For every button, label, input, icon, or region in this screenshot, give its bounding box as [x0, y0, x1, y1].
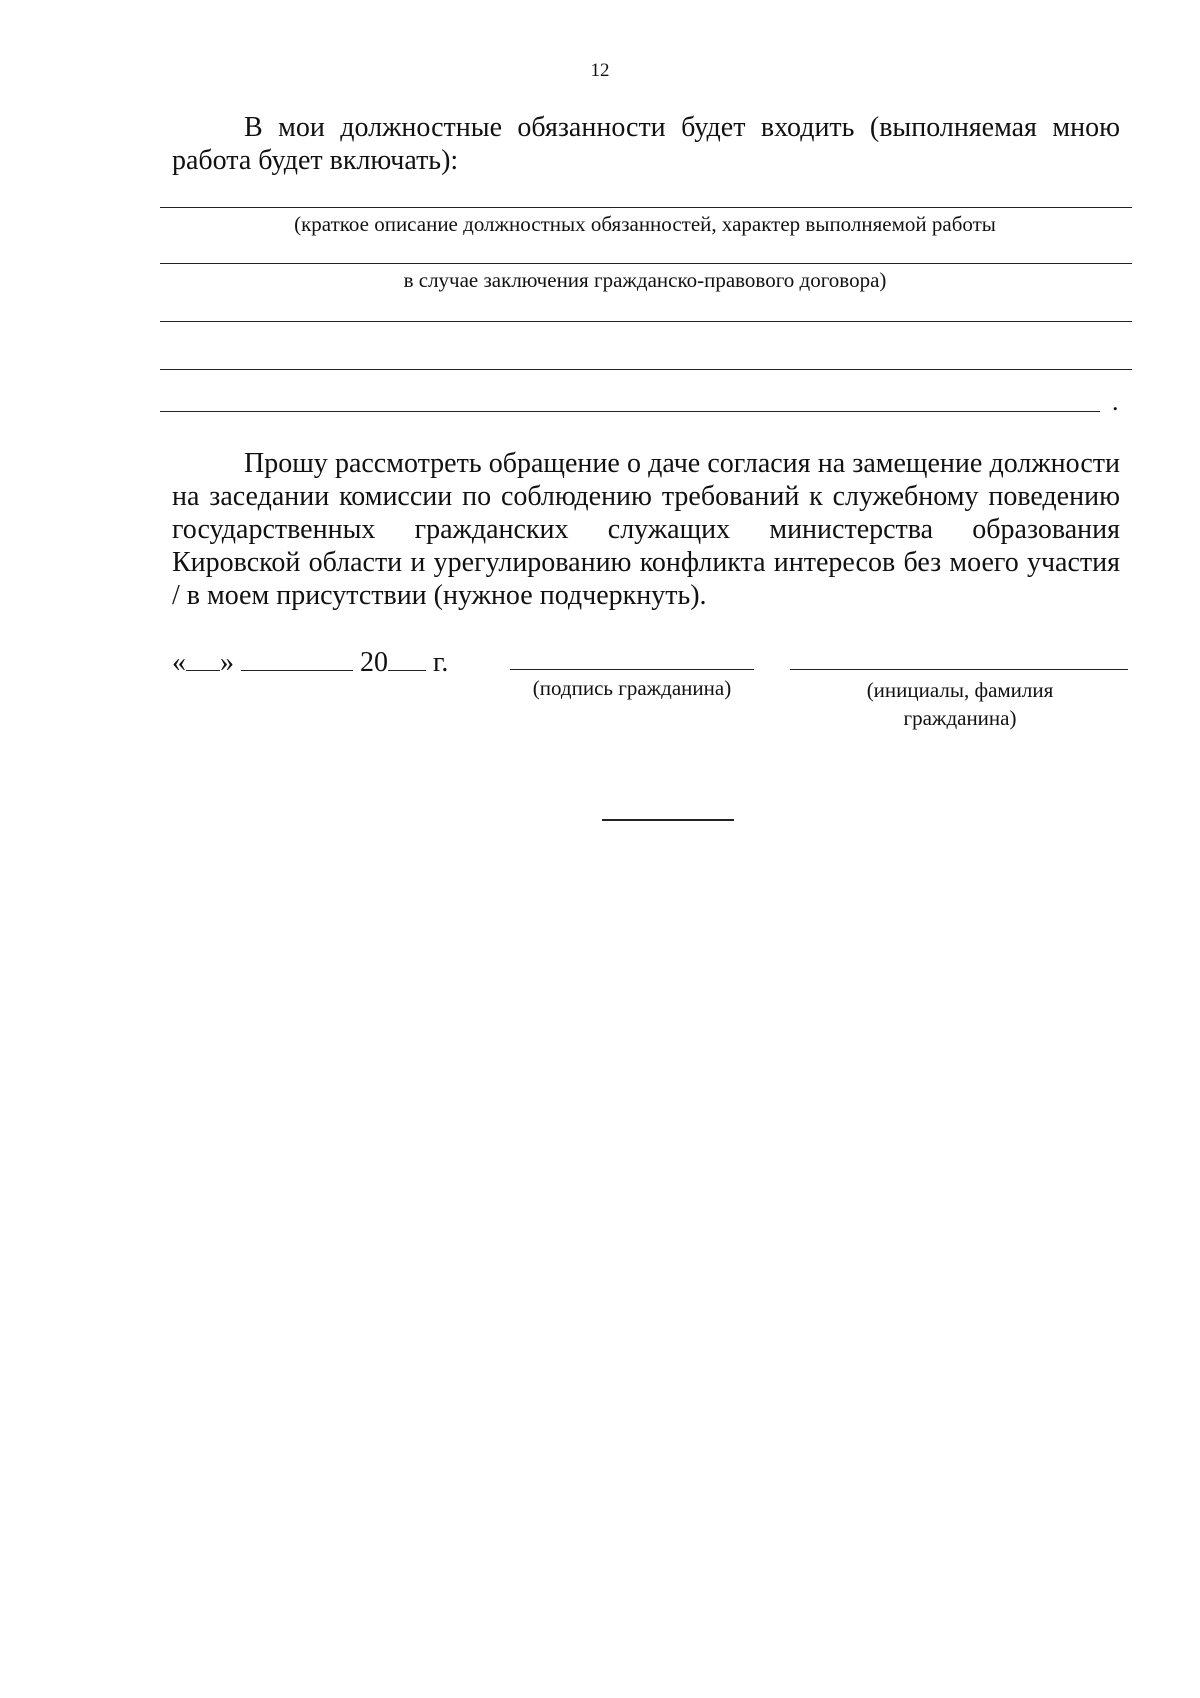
quote-close: »: [220, 647, 234, 678]
year-suffix: г.: [433, 647, 449, 678]
duties-fill-line-1: [160, 207, 1132, 208]
signature-line: [510, 669, 754, 670]
page-number: 12: [590, 60, 610, 81]
year-prefix: 20: [360, 647, 388, 678]
name-caption-line-1: (инициалы, фамилия: [866, 678, 1054, 702]
document-end-line: [602, 819, 734, 821]
duties-caption-line-1: (краткое описание должностных обязанностей, характер выполняемой работы: [294, 212, 996, 236]
day-blank: [186, 648, 220, 671]
signature-caption: (подпись гражданина): [532, 676, 732, 700]
duties-fill-line-2: [160, 263, 1132, 264]
duties-end-mark: .: [1112, 387, 1119, 416]
duties-fill-line-3: [160, 321, 1132, 322]
month-blank: [241, 648, 353, 671]
duties-paragraph: [172, 111, 1120, 177]
duties-fill-line-4: [160, 369, 1132, 370]
year-blank: [388, 648, 426, 671]
date-line: [172, 646, 448, 679]
name-line: [790, 669, 1128, 670]
request-text: Прошу рассмотреть обращение о даче согласия на замещение должности на заседании комиссии по соблюдению требований к служебному поведению государственных гражданских служащих министерства образования Кировской области и урегулированию конфликта интересов без моего участия / в моем присутствии (нужное подчеркнуть).: [172, 448, 1120, 611]
name-caption-line-2: гражданина): [903, 706, 1017, 730]
duties-text: В мои должностные обязанности будет входить (выполняемая мною работа будет включать):: [172, 112, 1120, 176]
duties-caption-line-2: в случае заключения гражданско-правового договора): [403, 268, 887, 292]
duties-fill-line-5: [160, 411, 1100, 412]
quote-open: «: [172, 647, 186, 678]
request-paragraph: [172, 447, 1120, 612]
